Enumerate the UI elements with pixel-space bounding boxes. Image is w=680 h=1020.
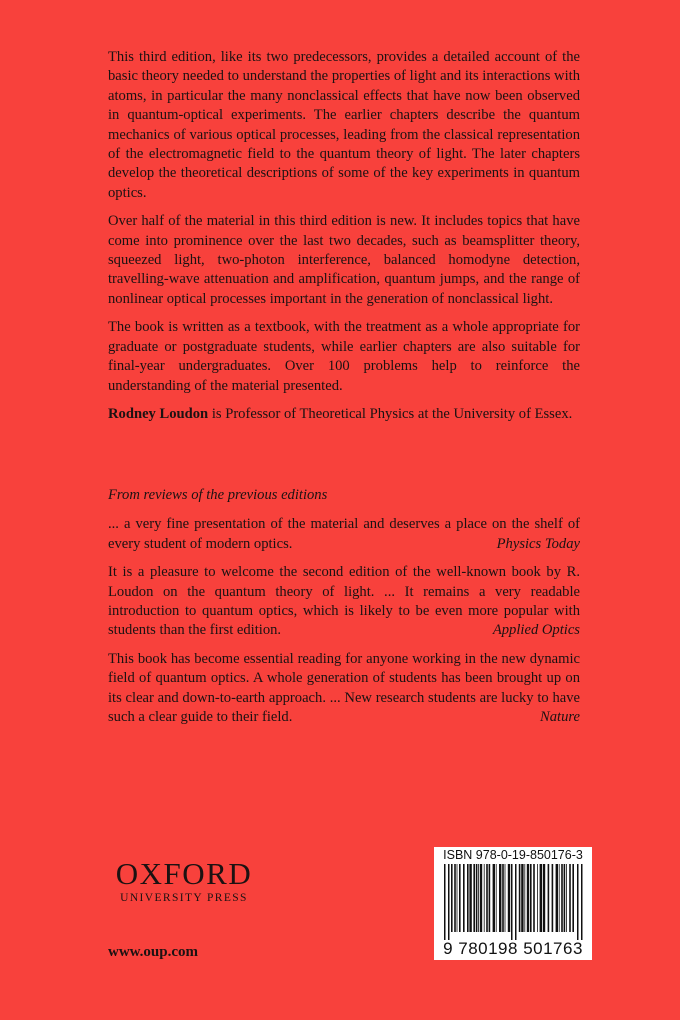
reviews-heading: From reviews of the previous editions [108,487,328,503]
barcode-bar [561,864,563,932]
barcode-bar [556,864,558,932]
barcode-bar [499,864,501,932]
author-name: Rodney Loudon [108,405,209,422]
review-source: Physics Today [496,535,580,552]
barcode-bar [530,864,532,932]
barcode-bar [454,864,456,932]
barcode-bar [527,864,529,932]
review-item [108,515,580,554]
barcode-bar [484,864,485,932]
barcode-bar [533,864,535,932]
barcode-bar [508,864,510,932]
barcode-bar [502,864,504,932]
barcode-bar [559,864,560,932]
barcode-bar [537,864,538,932]
blurb-paragraph-2: Over half of the material in this third edition is new. It includes topics that have come into prominence over the last two decades, such as beamsplitter theory, squeezed light, two-photon interference, balanced homodyne detection, travelling-wave attenuation and amplification, quantum jumps, and the range of nonlinear optical processes important in the generation of nonclassical light. [108,213,580,307]
publisher-website: www.oup.com [108,944,199,960]
review-item [108,563,580,641]
review-text: This book has become essential reading for anyone working in the new dynamic field of quantum optics. A whole generation of students has been brought up on its clear and down-to-earth approach. ... New research students are lucky to have such a clear guide to their field. [108,650,580,726]
barcode-bar [467,864,469,932]
barcode-bar [451,864,453,932]
barcode-digits: 9 780198 501763 [443,939,583,958]
review-item [108,650,580,728]
barcode-guard-bar [577,864,579,940]
barcode-bar [476,864,478,932]
blurb-paragraph-3: The book is written as a textbook, with the treatment as a whole appropriate for graduate or postgraduate students, while earlier chapters are also suitable for final-year undergraduates. Over 100 problems help to reinforce the understanding of the material presented. [108,319,580,394]
barcode-bar [505,864,506,932]
barcode-bar [480,864,482,932]
publisher-name: OXFORD [115,856,253,891]
barcode-bar [521,864,523,932]
barcode-bars [442,864,584,940]
barcode-bar [566,864,567,932]
barcode-guard-bar [511,864,513,940]
isbn-label: ISBN 978-0-19-850176-3 [443,848,583,862]
barcode-bar [572,864,574,932]
review-text: It is a pleasure to welcome the second edition of the well-known book by R. Loudon on the quantum theory of light. ... It remains a very readable introduction to quantum optics, which is likely to be even more popular with students than the first edition. [108,564,580,639]
barcode-bar [543,864,545,932]
blurb-paragraph-1: This third edition, like its two predecessors, provides a detailed account of the basic theory needed to understand the properties of light and its interactions with atoms, in particular the many nonclassical effects that have now been observed in quantum-optical experiments. The earlier chapters describe the quantum mechanics of various optical processes, leading from the classical representation of the electromagnetic field to the quantum theory of light. The later chapters develop the theoretical descriptions of some of the key experiments in quantum optics. [108,49,580,201]
isbn-barcode [434,847,592,960]
publisher-logo [108,858,260,904]
barcode-bar [457,864,458,932]
barcode-bar [569,864,571,932]
barcode-guard-bar [515,864,517,940]
review-source: Applied Optics [492,622,580,639]
barcode-guard-bar [581,864,583,940]
barcode-bar [564,864,566,932]
barcode-bar [459,864,461,932]
barcode-bar [486,864,488,932]
review-source: Nature [540,709,580,726]
barcode-bar [552,864,554,932]
barcode-bar [540,864,542,932]
barcode-bar [524,864,525,932]
barcode-bar [463,864,465,932]
review-text: ... a very fine presentation of the material and deserves a place on the shelf of every student of modern optics. [108,516,580,552]
barcode-bar [493,864,495,932]
barcode-bar [496,864,497,932]
barcode-bar [489,864,491,932]
barcode-bar [519,864,521,932]
blurb [108,48,580,433]
author-bio-text: is Professor of Theoretical Physics at the University of Essex. [208,405,573,422]
barcode-bar [548,864,550,932]
barcode-guard-bar [444,864,446,940]
barcode-bar [469,864,471,932]
barcode-bar [478,864,479,932]
publisher-subtitle: UNIVERSITY PRESS [120,892,248,904]
barcode-bar [473,864,475,932]
barcode-guard-bar [448,864,450,940]
reviews-section [108,486,580,736]
author-bio [108,405,580,424]
